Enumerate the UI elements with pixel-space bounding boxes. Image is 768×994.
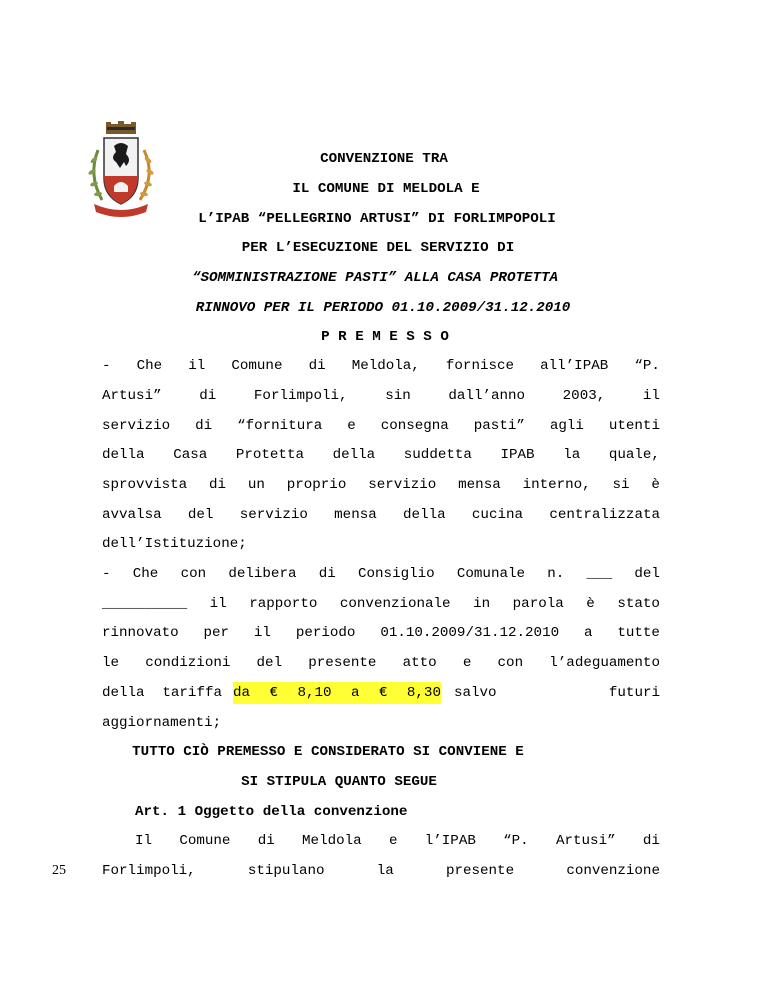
premesso-p1-line-7: dell’Istituzione; — [102, 536, 247, 552]
title-line-5: “SOMMINISTRAZIONE PASTI” ALLA CASA PROTETTA — [191, 270, 559, 286]
word: Meldola — [302, 833, 362, 849]
word: l’adeguamento — [549, 655, 660, 671]
word: della — [403, 507, 446, 523]
word: Meldola, — [351, 358, 420, 374]
word: e — [347, 418, 356, 434]
premesso-p1-line-5 — [102, 477, 660, 493]
word: presente — [308, 655, 377, 671]
word: Forlimpoli, — [102, 863, 196, 879]
word: dall’anno — [448, 388, 526, 404]
title-line-6: RINNOVO PER IL PERIODO 01.10.2009/31.12.2010 — [195, 300, 571, 316]
word: è — [651, 477, 660, 493]
premesso-p2-line-6: aggiornamenti; — [102, 715, 222, 731]
word: per — [203, 625, 230, 641]
word: quale, — [608, 447, 660, 463]
word: il — [253, 625, 271, 641]
premesso-p2-line-5-end — [454, 685, 660, 701]
article-1-line-1 — [135, 833, 660, 849]
word: Casa — [173, 447, 208, 463]
word: la — [376, 863, 394, 879]
word: proprio — [286, 477, 347, 493]
word: ___ — [586, 566, 613, 582]
word: parola — [512, 596, 564, 612]
word: IPAB — [500, 447, 535, 463]
word: della — [332, 447, 376, 463]
word: Forlimpoli, — [253, 388, 348, 404]
word: Consiglio — [358, 566, 435, 582]
word: salvo — [454, 685, 497, 701]
word: le — [102, 655, 120, 671]
word: un — [247, 477, 265, 493]
word: di — [195, 418, 213, 434]
premesso-p2-line-2 — [102, 596, 660, 612]
word: Comunale — [456, 566, 526, 582]
word: agli — [549, 418, 584, 434]
article-1-line-2 — [102, 863, 660, 879]
word: stato — [617, 596, 660, 612]
word: tariffa — [162, 685, 222, 701]
word: “P. — [634, 358, 660, 374]
word: Comune — [179, 833, 231, 849]
crown-icon — [106, 121, 136, 134]
word: convenzione — [566, 863, 660, 879]
word: 8,30 — [406, 685, 441, 701]
word: l’IPAB — [424, 833, 476, 849]
premesso-p2-line-4 — [102, 655, 660, 671]
word: con — [497, 655, 524, 671]
word: in — [473, 596, 491, 612]
word: utenti — [608, 418, 660, 434]
word: del — [634, 566, 660, 582]
word: consegna — [380, 418, 449, 434]
word: di — [318, 566, 336, 582]
word: di — [257, 833, 275, 849]
title-line-4: PER L’ESECUZIONE DEL SERVIZIO DI — [241, 240, 515, 256]
word: da — [233, 685, 251, 701]
premesso-p1-line-3 — [102, 418, 660, 434]
premesso-p2-line-5-start — [102, 685, 222, 701]
word: il — [188, 358, 206, 374]
word: Che — [132, 566, 159, 582]
premesso-p2-line-1 — [102, 566, 660, 582]
word: 2003, — [562, 388, 606, 404]
word: periodo — [295, 625, 356, 641]
word: e — [388, 833, 398, 849]
word: e — [462, 655, 472, 671]
word: tutte — [617, 625, 660, 641]
premesso-p1-line-1 — [102, 358, 660, 374]
word: di — [208, 477, 227, 493]
word: __________ — [102, 596, 188, 612]
word: di — [199, 388, 217, 404]
word: Il — [135, 833, 153, 849]
tariff-highlight — [233, 682, 441, 704]
line-number: 25 — [52, 863, 66, 878]
word: della — [102, 447, 145, 463]
word: cucina — [471, 507, 524, 523]
word: servizio — [102, 418, 171, 434]
word: con — [180, 566, 207, 582]
word: servizio — [239, 507, 308, 523]
word: mensa — [334, 507, 377, 523]
word: è — [586, 596, 595, 612]
word: Protetta — [235, 447, 304, 463]
word: presente — [445, 863, 515, 879]
word: n. — [547, 566, 565, 582]
word: convenzionale — [339, 596, 451, 612]
word: del — [187, 507, 214, 523]
word: € — [269, 685, 278, 701]
municipal-crest-logo — [80, 120, 162, 220]
word: a — [350, 685, 360, 701]
word: Che — [136, 358, 163, 374]
word: sin — [385, 388, 411, 404]
word: il — [209, 596, 227, 612]
word: il — [642, 388, 660, 404]
premesso-p1-line-2 — [102, 388, 660, 404]
word: pasti” — [473, 418, 525, 434]
word: “fornitura — [237, 418, 323, 434]
word: € — [378, 685, 388, 701]
word: servizio — [368, 477, 437, 493]
title-line-2: IL COMUNE DI MELDOLA E — [292, 181, 480, 197]
word: a — [583, 625, 593, 641]
word: condizioni — [145, 655, 231, 671]
word: - — [102, 358, 111, 374]
word: Comune — [231, 358, 283, 374]
word: della — [102, 685, 145, 701]
word: Artusi” — [556, 833, 616, 849]
word: di — [642, 833, 660, 849]
word: avvalsa — [102, 507, 162, 523]
word: si — [612, 477, 630, 493]
word: rinnovato — [102, 625, 179, 641]
word: 01.10.2009/31.12.2010 — [380, 625, 560, 641]
word: centralizzata — [549, 507, 660, 523]
word: interno, — [522, 477, 591, 493]
conclusion-line-2: SI STIPULA QUANTO SEGUE — [241, 774, 437, 790]
conclusion-line-1: TUTTO CIÒ PREMESSO E CONSIDERATO SI CONVIENE E — [132, 744, 524, 760]
word: del — [256, 655, 283, 671]
word: sprovvista — [102, 477, 188, 493]
word: stipulano — [247, 863, 325, 879]
word: atto — [402, 655, 437, 671]
title-line-3: L’IPAB “PELLEGRINO ARTUSI” DI FORLIMPOPOLI — [198, 211, 556, 227]
title-line-1: CONVENZIONE TRA — [320, 151, 448, 167]
word: di — [308, 358, 326, 374]
word: futuri — [608, 685, 660, 701]
word: delibera — [228, 566, 297, 582]
word: - — [102, 566, 111, 582]
word: Artusi” — [102, 388, 162, 404]
premesso-heading: P R E M E S S O — [321, 329, 449, 345]
article-1-heading: Art. 1 Oggetto della convenzione — [135, 804, 408, 820]
premesso-p1-line-4 — [102, 447, 660, 463]
word: 8,10 — [297, 685, 332, 701]
word: rapporto — [249, 596, 318, 612]
word: all’IPAB — [540, 358, 609, 374]
word: fornisce — [445, 358, 515, 374]
word: “P. — [503, 833, 529, 849]
premesso-p1-line-6 — [102, 507, 660, 523]
word: suddetta — [403, 447, 472, 463]
premesso-p2-line-3 — [102, 625, 660, 641]
word: la — [563, 447, 581, 463]
word: mensa — [458, 477, 501, 493]
